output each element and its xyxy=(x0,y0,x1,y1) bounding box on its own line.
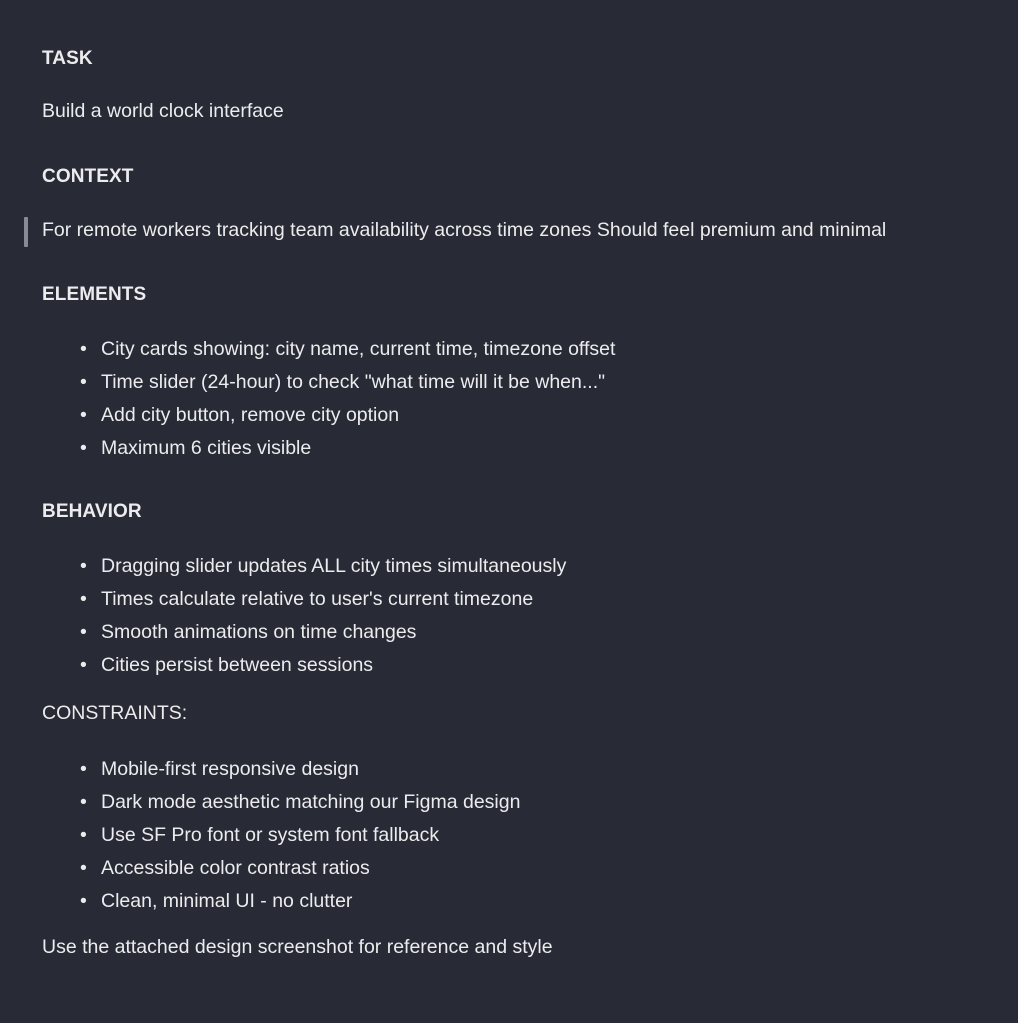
list-item: • Dragging slider updates ALL city times simultaneously xyxy=(80,554,566,587)
list-item: • City cards showing: city name, current time, timezone offset xyxy=(80,337,615,370)
list-item: • Smooth animations on time changes xyxy=(80,620,566,653)
list-item: • Maximum 6 cities visible xyxy=(80,436,615,469)
list-item: • Clean, minimal UI - no clutter xyxy=(80,889,520,922)
list-item: • Add city button, remove city option xyxy=(80,403,615,436)
task-heading: TASK xyxy=(42,48,93,69)
list-item: • Time slider (24-hour) to check "what time will it be when..." xyxy=(80,370,615,403)
list-item: • Use SF Pro font or system font fallback xyxy=(80,823,520,856)
constraints-list xyxy=(80,757,520,922)
list-item: • Dark mode aesthetic matching our Figma design xyxy=(80,790,520,823)
blockquote-bar xyxy=(24,217,28,247)
list-item: • Cities persist between sessions xyxy=(80,653,566,686)
footer-text: Use the attached design screenshot for reference and style xyxy=(42,936,553,958)
behavior-list xyxy=(80,554,566,686)
constraints-heading: CONSTRAINTS: xyxy=(42,702,188,724)
behavior-heading: BEHAVIOR xyxy=(42,501,142,522)
list-item: • Accessible color contrast ratios xyxy=(80,856,520,889)
elements-list xyxy=(80,337,615,469)
elements-heading: ELEMENTS xyxy=(42,284,147,305)
context-heading: CONTEXT xyxy=(42,166,134,187)
context-quote: For remote workers tracking team availability across time zones Should feel premium and minimal xyxy=(42,219,887,241)
task-text: Build a world clock interface xyxy=(42,100,284,122)
list-item: • Times calculate relative to user's current timezone xyxy=(80,587,566,620)
list-item: • Mobile-first responsive design xyxy=(80,757,520,790)
